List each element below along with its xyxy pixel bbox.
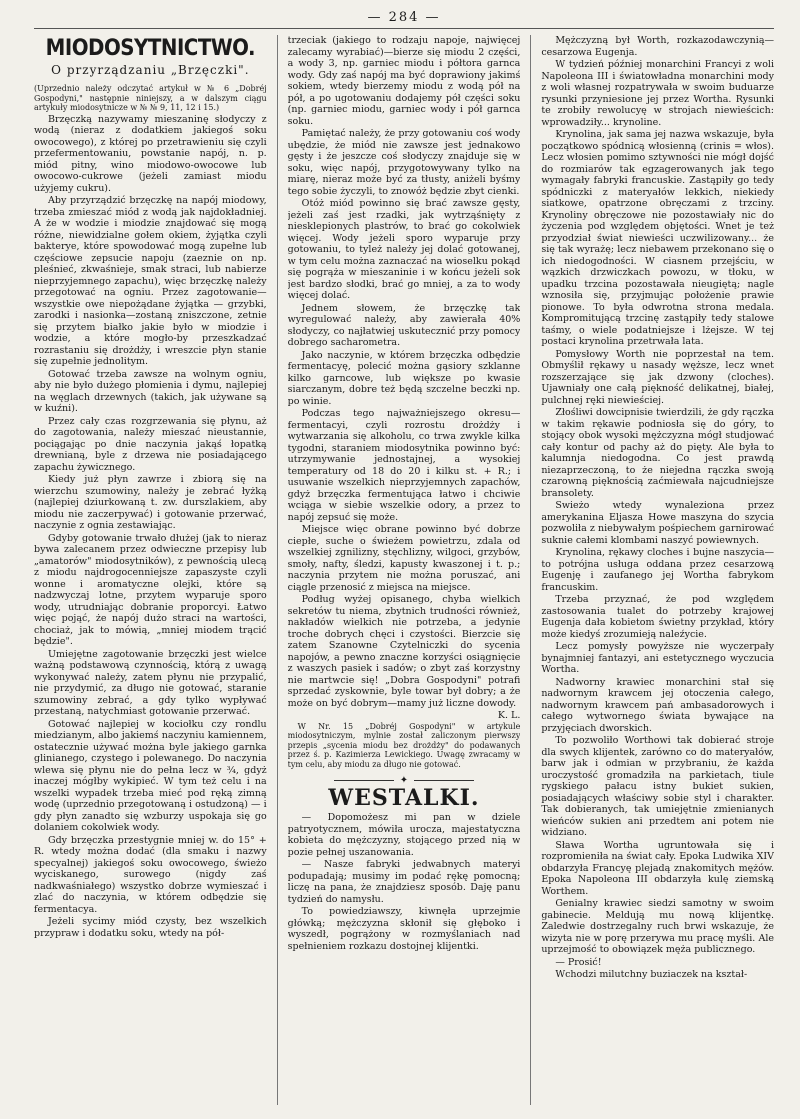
paragraph: Lecz pomysły powyższe nie wyczerpały bynajmniej fantazyi, ani estetycznego wyczucia Wortha.: [541, 641, 774, 675]
paragraph: Gotować trzeba zawsze na wolnym ogniu, aby nie było dużego płomienia i dymu, najlepiej na węglach drzewnych (takich, jak używane są w kuźni).: [34, 368, 267, 414]
paragraph: Brzęczką nazywamy mieszaninę słodyczy z wodą (nieraz z dodatkiem jakiegoś soku owocowego), z której po przetrawieniu się czyli przefermentowaniu, powstanie napój, n. p. miód pitny, wino miodowo-owocowe lub owocowo-cukrowe (jeżeli zamiast miodu użyjemy cukru).: [34, 113, 267, 194]
column-3: [541, 35, 774, 1105]
paragraph: W tydzień później monarchini Francyi z woli Napoleona III i światowładna monarchini mody z woli własnej rozpatrywała w swoim buduarze rysunki przyniesione jej przez Wortha. Rysunki te zrobiły rewolucyę w strojach niewieścich: wprowadziły... krynoline.: [541, 59, 774, 128]
paragraph: — Dopomożesz mi pan w dziele patryotycznem, mówiła urocza, majestatyczna kobieta do mężczyzny, stojącego przed nią w pozie pełnej uszanowania.: [287, 812, 521, 858]
article-title-westalki: WESTALKI.: [328, 784, 480, 811]
paragraph: Złośliwi dowcipnisie twierdzili, że gdy rączka w takim rękawie podniosła się do góry, to stojący obok wysoki mężczyzna mógł studjować cały kontur od pachy aż do pięty. Ale była to kalumnja niedogodna. Co jest prawdą niezaprzeczoną, to że niejedna rączka swoją czarowną pięknością zaćmiewała najcudniejsze bransolety.: [541, 407, 774, 499]
paragraph: Krynolina, rękawy cloches i bujne naszycia—to potrójna usługa oddana przez cesarzową Eugenję i zaufanego jej Wortha fabrykom francuskim.: [541, 547, 774, 593]
paragraph: Gdy brzęczka przestygnie mniej w. do 15° + R. wtedy można dodać (dla smaku i nazwy specyalnej) jakiegoś soku owocowego, świeżo wyciskanego, surowego (nigdy zaś nadkwaśniałego) wszystko dobrze wymieszać i zlać do naczynia, w którem odbędzie się fermentacya.: [34, 834, 267, 915]
ornament-separator: ✦: [288, 775, 521, 787]
paragraph: Jeżeli sycimy miód czysty, bez wszelkich przypraw i dodatku soku, wtedy na pół-: [34, 916, 267, 939]
paragraph: trzeciak (jakiego to rodzaju napoje, najwięcej zalecamy wyrabiać)—bierze się miodu 2 części, a wody 3, np. garniec miodu i półtora garnca wody. Gdy zaś napój ma być doprawiony jakimś sokiem, wtedy bierzemy miodu z wodą pół na pół, a po ugotowaniu dodajemy pół części soku (np. garniec miodu, garniec wody i pół garnca soku.: [287, 35, 521, 127]
paragraph: Nadworny krawiec monarchini stał się nadwornym krawcem jej otoczenia całego, nadwornym krawcem pań ambasadorowych i całego wytwornego świata bywające na przyjęciach dworskich.: [541, 676, 774, 734]
paragraph: Przez cały czas rozgrzewania się płynu, aż do zagotowania, należy mieszać nieustannie, pociągając po dnie naczynia jakąś łopatką drewnianą, byle z drzewa nie posiadającego zapachu żywicznego.: [34, 415, 267, 473]
columns: [34, 28, 774, 1105]
paragraph: Miejsce więc obrane powinno być dobrze ciepłe, suche o świeżem powietrzu, zdala od wszelkiej zgnilizny, stęchlizny, wilgoci, grzybów, smoły, nafty, śledzi, kapusty kwaszonej i t. p.; naczynia przytem nie można poruszać, ani ciągle przenosić z miejsca na miejsce.: [287, 524, 521, 593]
page-number: — 284 —: [367, 10, 441, 25]
article-subtitle: O przyrządzaniu „Brzęczki".: [51, 62, 250, 77]
paragraph: Podczas tego najważniejszego okresu—fermentacyi, czyli rozrostu drożdży i wytwarzania się alkoholu, co trwa zwykle kilka tygodni, staraniem miodosytnika powinno być: utrzymywanie jednostajnej, a wysokiej temperatury od 18 do 20 i kilku st. + R.; i usuwanie wszelkich nieprzyjemnych zapachów, gdyż brzęczka fermentująca łatwo i chciwie wciąga w siebie wszelkie odory, a przez to napój zepsuć się może.: [287, 408, 521, 523]
article-title-miodosytnictwo: MIODOSYTNICTWO.: [45, 36, 256, 61]
column-divider: [277, 35, 278, 1105]
paragraph: Aby przyrządzić brzęczkę na napój miodowy, trzeba zmieszać miód z wodą jak najdokładniej. A że w wodzie i miodzie znajdować się mogą różne, niewidzialne gołem okiem, żyjątka czyli bakterye, które spowodować mogą zupełne lub częściowe zepsucie napoju (zaeznie on np. pleśnieć, zkwaśnieje, smak straci, lub nabierze nieprzyjemnego zapachu), więc brzęczkę należy przegotować na ogniu. Przez zagotowanie—wszystkie owe niepożądane żyjątka — grzybki, zarodki i nasionka—zostaną zniszczone, zetnie się przytem białko jakie było w miodzie i wodzie, a które mogło-by przeszkadzać rozrastaniu się drożdży, i wreszcie płyn stanie się zupełnie jednolitym.: [34, 195, 267, 367]
paragraph: Umiejętne zagotowanie brzęczki jest wielce ważną podstawową czynnością, którą z uwagą wykonywać należy, zatem płynu nie przypalić, nie przydymić, za długo nie gotować, staranie szumowiny zebrać, a gdy tylko wypływać przestaną, natychmiast gotowanie przerwać.: [34, 648, 267, 717]
paragraph: — Nasze fabryki jedwabnych materyi podupadają; musimy im podać rękę pomocną; liczę na pana, że znajdziesz sposób. Daję panu tydzień do namysłu.: [287, 859, 521, 905]
column-1: [34, 35, 267, 1105]
paragraph: Gotować najlepiej w kociołku czy rondlu miedzianym, albo jakiemś naczyniu kamiennem, ostatecznie używać można byle jakiego garnka glinianego, czystego i polewanego. Do naczynia wlewa się płynu nie do pełna lecz w ¾, gdyż inaczej mógłby wykipieć. W tym też celu i na wszelki wypadek trzeba mieć pod ręką zimną wodę (uprzednio przegotowaną i ostudzoną) — i gdy płyn zanadto się wzburzy uspokaja się go dolaniem cokolwiek wody.: [34, 718, 267, 833]
column-divider: [530, 35, 531, 1105]
paragraph: Genialny krawiec siedzi samotny w swoim gabinecie. Meldują mu nową klijentkę. Zaledwie dostrzegalny ruch brwi wskazuje, że wizyta nie w porę przerywa mu pracę myśli. Ale uprzejmość to obowiązek męża publicznego.: [541, 898, 774, 955]
paragraph: Mężczyzną był Worth, rozkazodawczynią—cesarzowa Eugenja.: [541, 35, 774, 58]
footnote: W Nr. 15 „Dobréj Gospodyni" w artykule miodosytniczym, mylnie został zaliczonym pierwszy przepis „sycenia miodu bez drożdży" do podawanych przez ś. p. Kazimierza Lewickiego. Uwagę zwracamy w tym celu, aby miodu za długo nie gotować.: [287, 721, 521, 769]
column-2: [288, 35, 521, 1105]
paragraph: Wchodzi milutchny buziaczek na kształ-: [555, 969, 748, 980]
paragraph: Pamiętać należy, że przy gotowaniu coś wody ubędzie, że miód nie zawsze jest jednakowo gęsty i że jeszcze coś słodyczy znajduje się w soku, więc napój, przygotowywany tylko na miarę, nieraz może być za tłusty, aniżeli byśmy tego sobie życzyli, to znowóż będzie zbyt cienki.: [287, 128, 521, 197]
paragraph: Kiedy już płyn zawrze i zbiorą się na wierzchu szumowiny, należy je zebrać łyżką (najlepiej dziurkowaną t. zw. durszlakiem, aby miodu nie zaczerpywać) i gotowanie przerwać, naczynie z ognia zestawiając.: [34, 474, 267, 531]
newspaper-page: [34, 10, 774, 1110]
paragraph: Jednem słowem, że brzęczkę tak wyregulować należy, aby zawierała 40% słodyczy, co najłatwiej uskutecznić przy pomocy dobrego sacharometra.: [287, 302, 521, 348]
paragraph: To pozwoliło Worthowi tak dobierać stroje dla swych klijentek, zarówno co do materyałów, barw jak i odmian w przybraniu, że każda uroczystość gromadziła na parkietach, tiule rygskiego pałacu istny bukiet sukien, posiadających właściwy sobie styl i charakter. Tak dobieranych, tak umiejętnie zmienianych wieńców sukien ani przedtem ani potem nie widziano.: [541, 735, 774, 838]
paragraph: Swieżo wtedy wynaleziona przez amerykanina Eljasza Howe maszyna do szycia pozwoliła z niebywałym pośpiechem garnirować suknie całemi klombami naszyć powiewnych.: [541, 500, 774, 546]
paragraph: Sława Wortha ugruntowała się i rozpromieniła na świat cały. Epoka Ludwika XIV obdarzyła Francyę plejadą znakomitych mężów. Epoka Napoleona III obdarzyła kulę ziemską Worthem.: [541, 839, 774, 897]
paragraph: Otóż miód powinno się brać zawsze gęsty, jeżeli zaś jest rzadki, jak wytrząśnięty z niesklepionych plastrów, to brać go cokolwiek więcej. Wody jeżeli sporo wyparuje przy gotowaniu, to tyleż należy jej dolać gotowanej, w tym celu można zaznaczać na wioselku pokąd się pogrąża w mieszaninie i w końcu jeżeli sok jest bardzo słodki, brać go mniej, a za to wody więcej dolać.: [287, 198, 521, 301]
paragraph: Krynolina, jak sama jej nazwa wskazuje, była początkowo spódnicą włosienną (crinis = włos). Lecz włosien pomimo sztywności nie mógł dojść do rozmiarów tak egzagerowanych jak tego wymagały fabryki francuskie. Zastąpiły go tedy spódniczki z materyałów lekkich, niekiedy siatkowe, opatrzone obręczami z trzciny. Krynoliny obręczowe nie pozostawiały nic do życzenia pod względem objętości. Wnet je też przyodział świat niewieści uczwilizowany... że się tak wyrażę; lecz niebawem przekonano się o ich niedogodności. W ciasnem przejściu, w wązkich drzwiczkach powozu, w tłoku, w upadku trzcina pozostawała nieugiętą; nagle wznosiła się, przyjmując położenie prawie pionowe. To była odwrotna strona medala. Kompromitującą trzcinę zastąpiły tedy stalowe taśmy, o wiele podatniejsze i lżejsze. W tej postaci krynolina przetrwała lata.: [541, 129, 774, 347]
author-signature: K. L.: [497, 710, 521, 721]
paragraph: To powiedziawszy, kiwnęła uprzejmie główką; mężczyzna skłonił się głęboko i wyszedł, pogrążony w rozmyślaniach nad spełnieniem rozkazu dostojnej klijentki.: [287, 906, 521, 952]
paragraph: Trzeba przyznać, że pod względem zastosowania tualet do potrzeby krajowej Eugenja dała kobietom świetny przykład, który może kiedyś zrozumieją naleźycie.: [541, 594, 774, 640]
paragraph: Pomysłowy Worth nie poprzestał na tem. Obmyślił rękawy u nasady węższe, lecz wnet rozszerzające się jak dzwony (cloches). Ujawniały one całą piękność delikatnej, białej, pulchnej ręki niewieściej.: [541, 348, 774, 406]
paragraph: Jako naczynie, w którem brzęczka odbędzie fermentacyę, polecić można gąsiory szklanne kilko garncowe, lub większe po kwasie siarczanym, dobre też będą szczelne beczki np. po winie.: [287, 349, 521, 407]
editor-note: (Uprzednio należy odczytać artykuł w № 6 „Dobréj Gospodyni," następnie niniejszy, a w dalszym ciągu artykuły miodosytnicze w № № 9, 11, 12 i 15.): [34, 84, 267, 112]
paragraph: Gdyby gotowanie trwało dłużej (jak to nieraz bywa zalecanem przez odwieczne przepisy lub „amatorów" miodosytników), z pewnością ulecą z miodu najdrogocenniejsze zapaszyste czyli wonne i aromatyczne olejki, które są nadzwyczaj lotne, przytem wyparuje sporo wody, utrudniając dobranie proporcyi. Łatwo więc pojąć, że napój dużo straci na wartości, chociaż, jak to mówią, „mniej miodem trącić będzie".: [34, 532, 267, 647]
paragraph: — Prosić!: [555, 956, 602, 968]
paragraph: Podług wyżej opisanego, chyba wielkich sekretów tu niema, zbytnich trudności również, nakładów wielkich nie potrzeba, a jedynie troche dobrych chęci i czystości. Bierzcie się zatem Szanowne Czytelniczki do sycenia napojów, a pewno znaczne korzyści osiągnięcie z waszych pasiek i sadów; o zbyt zaś korzystny nie martwcie się! „Dobra Gospodyni" potrafi sprzedać zyskownie, byle towar był dobry; a że może on być dobrym—mamy już liczne dowody.: [287, 594, 521, 709]
